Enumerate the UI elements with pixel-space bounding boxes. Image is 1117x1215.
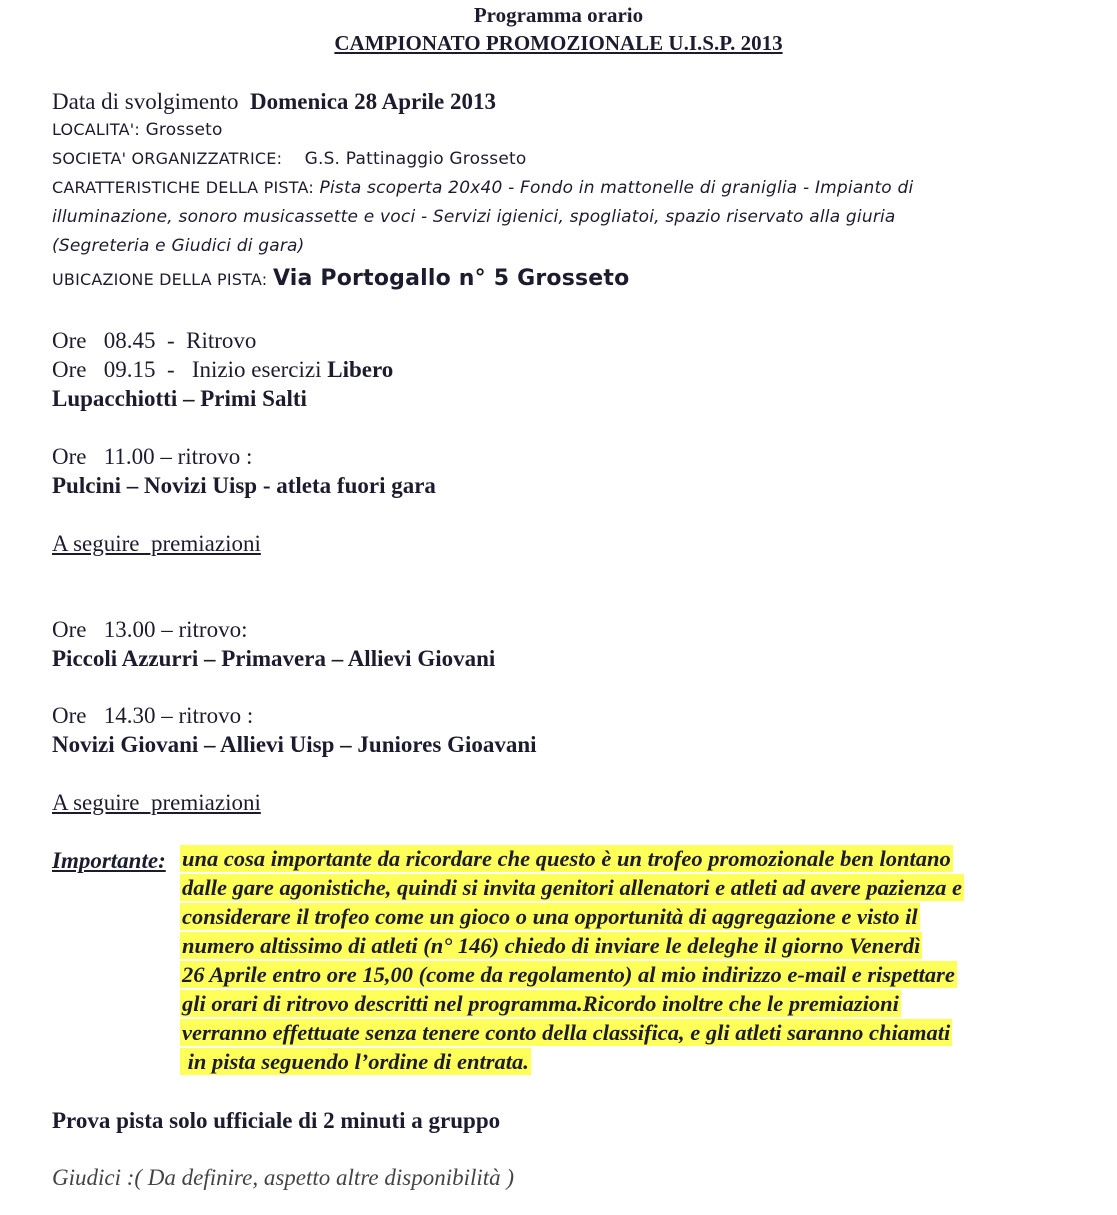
notice-text: dalle gare agonistiche, quindi si invita genitori allenatori e atleti ad avere pazienza e [182,875,962,900]
prova-pista: Prova pista solo ufficiale di 2 minuti a gruppo [52,1108,501,1133]
societa-label: SOCIETA' ORGANIZZATRICE: [52,149,283,168]
schedule-1100: Ore 11.00 – ritrovo : [52,444,253,469]
importante-label: Importante: [52,848,166,873]
giudici: Giudici :( Da definire, aspetto altre disponibilità ) [52,1165,515,1190]
pista-label: CARATTERISTICHE DELLA PISTA: [52,178,314,197]
pista-line-1 [52,180,913,197]
localita-label: LOCALITA': [52,120,140,139]
pista-line-2: illuminazione, sonoro musicassette e voci - Servizi igienici, spogliatoi, spazio riservato alla giuria [52,207,896,227]
inizio-libero: Libero [327,357,394,382]
notice-line [180,848,953,871]
ubicazione-label: UBICAZIONE DELLA PISTA: [52,270,268,289]
category-group-2: Pulcini – Novizi Uisp - atleta fuori gara [52,473,436,498]
date-value: Domenica 28 Aprile 2013 [250,89,496,114]
notice-line [180,935,922,958]
date-label: Data di svolgimento [52,89,239,114]
inizio-text: Ore 09.15 - Inizio esercizi [52,357,328,382]
localita-line [52,122,223,139]
schedule-1300: Ore 13.00 – ritrovo: [52,617,248,642]
doc-title: Programma orario [473,3,644,27]
notice-line [180,1022,952,1045]
category-group-4: Novizi Giovani – Allievi Uisp – Juniores Gioavani [52,732,537,757]
notice-text: in pista seguendo l’ordine di entrata. [182,1049,529,1074]
schedule-inizio [52,358,393,381]
notice-text: gli orari di ritrovo descritti nel programma.Ricordo inoltre che le premiazioni [182,991,899,1016]
notice-line [180,877,964,900]
localita-value: Grosseto [145,120,223,140]
notice-line [180,964,957,987]
premiazioni-2: A seguire premiazioni [52,790,261,815]
notice-line [180,993,901,1016]
societa-line [52,151,526,168]
ubicazione-line [52,268,629,290]
pista-line-3: (Segreteria e Giudici di gara) [52,236,305,256]
notice-text: 26 Aprile entro ore 15,00 (come da regolamento) al mio indirizzo e-mail e rispettare [182,962,955,987]
notice-text: considerare il trofeo come un gioco o una opportunità di aggregazione e visto il [182,904,918,929]
pista-text: Pista scoperta 20x40 - Fondo in mattonelle di graniglia - Impianto di [319,178,914,198]
notice-text: numero altissimo di atleti (n° 146) chiedo di inviare le deleghe il giorno Venerdì [182,933,921,958]
societa-value: G.S. Pattinaggio Grosseto [304,149,527,169]
ubicazione-value: Via Portogallo n° 5 Grosseto [272,266,630,291]
category-group-1: Lupacchiotti – Primi Salti [52,386,307,411]
date-line [52,90,496,113]
category-group-3: Piccoli Azzurri – Primavera – Allievi Giovani [52,646,496,671]
notice-line [180,906,920,929]
notice-line [180,1051,531,1074]
doc-subtitle: CAMPIONATO PROMOZIONALE U.I.S.P. 2013 [334,31,783,55]
schedule-ritrovo: Ore 08.45 - Ritrovo [52,328,257,353]
premiazioni-1: A seguire premiazioni [52,531,261,556]
schedule-1430: Ore 14.30 – ritrovo : [52,703,254,728]
notice-text: verranno effettuate senza tenere conto della classifica, e gli atleti saranno chiamati [182,1020,951,1045]
notice-text: una cosa importante da ricordare che questo è un trofeo promozionale ben lontano [182,846,951,871]
